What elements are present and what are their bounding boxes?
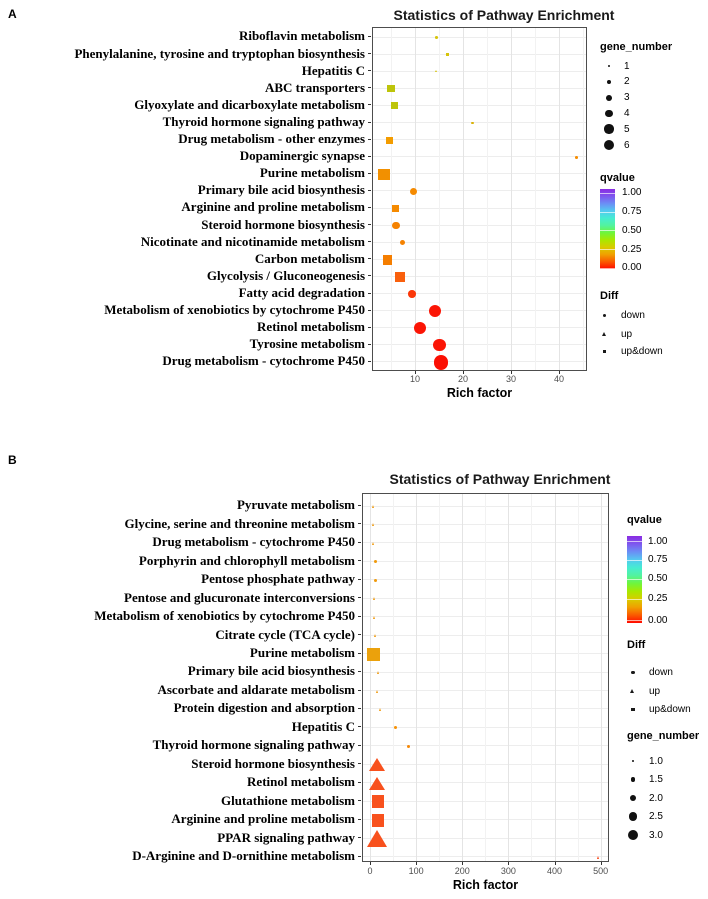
y-axis-tick: [368, 258, 371, 259]
colorbar-tick: [627, 541, 642, 542]
y-axis-category-label: Citrate cycle (TCA cycle): [215, 626, 355, 642]
x-axis-tick: [508, 862, 509, 865]
size-legend-dot: [607, 80, 611, 84]
gridline: [578, 494, 579, 861]
data-point: [367, 648, 380, 661]
y-axis-tick: [358, 763, 361, 764]
data-point: [373, 616, 375, 619]
gridline: [511, 28, 512, 370]
y-axis-category-label: Ascorbate and aldarate metabolism: [157, 681, 355, 697]
data-point: [392, 222, 400, 230]
data-point: [433, 339, 445, 351]
x-axis-tick: [462, 862, 463, 865]
qvalue-colorbar: [600, 189, 615, 269]
colorbar-tick: [600, 268, 615, 269]
y-axis-tick: [358, 745, 361, 746]
data-point: [386, 137, 393, 144]
x-axis-tick: [555, 862, 556, 865]
y-axis-tick: [368, 87, 371, 88]
data-point: [395, 272, 404, 281]
y-axis-category-label: Fatty acid degradation: [238, 285, 365, 300]
size-legend-dot: [608, 65, 610, 67]
y-axis-category-label: Dopaminergic synapse: [239, 148, 365, 164]
y-axis-category-label: Steroid hormone biosynthesis: [201, 216, 365, 232]
x-tick-label: 400: [547, 866, 563, 876]
data-point: [575, 156, 578, 159]
gridline: [373, 190, 586, 191]
gridline: [373, 54, 586, 55]
y-axis-tick: [358, 819, 361, 820]
data-point: [372, 505, 374, 508]
gridline: [373, 293, 586, 294]
legend-title-qvalue: qvalue: [627, 514, 662, 526]
qvalue-tick-label: 0.00: [622, 262, 642, 273]
x-axis-title: Rich factor: [452, 878, 519, 892]
data-point: [434, 355, 449, 370]
qvalue-tick-label: 0.75: [622, 206, 642, 217]
y-axis-category-label: D-Arginine and D-ornithine metabolism: [132, 847, 355, 863]
legend-title-gene-number: gene_number: [600, 41, 673, 53]
y-axis-tick: [368, 361, 371, 362]
gridline: [373, 88, 586, 89]
legend-item-label: 3: [624, 92, 630, 104]
y-axis-tick: [358, 837, 361, 838]
data-point: [435, 70, 437, 72]
y-axis-tick: [358, 856, 361, 857]
y-axis-category-label: Metabolism of xenobiotics by cytochrome P450: [104, 302, 365, 318]
legend-title-qvalue: qvalue: [600, 172, 635, 184]
gridline: [393, 494, 394, 861]
gridline: [373, 105, 586, 106]
colorbar-tick: [600, 249, 615, 250]
y-axis-tick: [368, 293, 371, 294]
gridline: [601, 494, 602, 861]
legend-item-label: up&down: [621, 346, 663, 357]
y-axis-category-label: Glycolysis / Gluconeogenesis: [206, 267, 365, 283]
legend-item-label: down: [621, 310, 645, 321]
data-point: [379, 708, 381, 711]
y-axis-tick: [358, 634, 361, 635]
plot-area: [362, 493, 609, 862]
colorbar-tick: [600, 230, 615, 231]
gridline: [373, 139, 586, 140]
y-axis-tick: [368, 156, 371, 157]
qvalue-tick-label: 1.00: [648, 535, 668, 547]
data-point: [471, 122, 474, 125]
y-axis-tick: [368, 122, 371, 123]
y-axis-tick: [358, 597, 361, 598]
size-legend-dot: [628, 830, 639, 841]
triangle-legend-icon: [602, 332, 606, 336]
data-point: [387, 85, 394, 92]
data-point: [392, 205, 399, 212]
legend-item-label: 3.0: [649, 829, 663, 841]
y-axis-tick: [358, 523, 361, 524]
y-axis-category-label: Porphyrin and chlorophyll metabolism: [138, 552, 355, 568]
y-axis-category-label: Thyroid hormone signaling pathway: [152, 737, 355, 753]
data-point: [369, 758, 385, 771]
gridline: [373, 310, 586, 311]
gridline: [531, 494, 532, 861]
y-axis-tick: [368, 104, 371, 105]
y-axis-category-label: Drug metabolism - cytochrome P450: [152, 534, 355, 550]
y-axis-category-label: Retinol metabolism: [247, 774, 355, 790]
gridline: [373, 344, 586, 345]
gridline: [373, 156, 586, 157]
legend-title-gene-number: gene_number: [627, 730, 700, 742]
legend-item-label: up: [649, 685, 661, 697]
y-axis-category-label: Hepatitis C: [291, 718, 355, 734]
x-tick-label: 20: [457, 374, 468, 384]
data-point: [378, 169, 390, 181]
y-axis-tick: [368, 275, 371, 276]
data-point: [373, 597, 375, 600]
y-axis-tick: [368, 310, 371, 311]
y-axis-category-label: Phenylalanine, tyrosine and tryptophan biosynthesis: [74, 45, 365, 61]
y-axis-tick: [358, 653, 361, 654]
y-axis-category-label: Arginine and proline metabolism: [181, 199, 365, 215]
y-axis-tick: [358, 560, 361, 561]
x-tick-label: 200: [454, 866, 470, 876]
gridline: [391, 28, 392, 370]
colorbar-tick: [627, 560, 642, 561]
gridline: [485, 494, 486, 861]
circle-legend-icon: [631, 671, 634, 674]
legend-item-label: 2.5: [649, 811, 663, 822]
data-point: [377, 671, 379, 674]
x-tick-label: 0: [367, 866, 373, 876]
x-tick-label: 30: [505, 374, 516, 384]
y-axis-category-label: Metabolism of xenobiotics by cytochrome P450: [94, 608, 355, 624]
legend-item-label: up&down: [649, 704, 691, 715]
legend-item-label: 1.0: [649, 755, 663, 767]
data-point: [414, 322, 426, 334]
y-axis-tick: [368, 224, 371, 225]
data-point: [376, 690, 378, 693]
legend-item-label: down: [649, 667, 673, 678]
y-axis-tick: [358, 542, 361, 543]
y-axis-category-label: Steroid hormone biosynthesis: [191, 755, 355, 771]
qvalue-tick-label: 0.50: [622, 224, 642, 236]
gridline: [415, 28, 416, 370]
colorbar-tick: [627, 599, 642, 600]
data-point: [410, 188, 418, 196]
size-legend-dot: [630, 795, 637, 802]
y-axis-category-label: Carbon metabolism: [254, 250, 365, 266]
square-legend-icon: [631, 708, 635, 712]
gridline: [535, 28, 536, 370]
y-axis-tick: [368, 190, 371, 191]
size-legend-dot: [632, 760, 634, 762]
data-point: [369, 777, 385, 790]
y-axis-category-label: Hepatitis C: [301, 62, 365, 78]
gridline: [373, 208, 586, 209]
y-axis-category-label: Arginine and proline metabolism: [171, 811, 355, 827]
y-axis-tick: [358, 616, 361, 617]
y-axis-category-label: ABC transporters: [264, 79, 365, 95]
gridline: [508, 494, 509, 861]
y-axis-tick: [368, 53, 371, 54]
gridline: [373, 327, 586, 328]
qvalue-tick-label: 0.25: [622, 243, 642, 255]
y-axis-tick: [358, 579, 361, 580]
y-axis-tick: [358, 690, 361, 691]
chart-title: Statistics of Pathway Enrichment: [393, 7, 615, 23]
x-tick-label: 10: [409, 374, 420, 384]
legend-item-label: 2.0: [649, 792, 663, 804]
legend-title-diff: Diff: [627, 639, 646, 651]
y-axis-category-label: Nicotinate and nicotinamide metabolism: [140, 233, 365, 249]
colorbar-tick: [627, 579, 642, 580]
size-legend-dot: [605, 110, 613, 118]
data-point: [400, 240, 405, 245]
gridline: [373, 259, 586, 260]
y-axis-tick: [358, 800, 361, 801]
gridline: [373, 122, 586, 123]
triangle-legend-icon: [630, 689, 634, 693]
colorbar-tick: [600, 212, 615, 213]
data-point: [374, 560, 377, 563]
data-point: [408, 290, 416, 298]
y-axis-tick: [368, 139, 371, 140]
gridline: [462, 494, 463, 861]
legend-item-label: 6: [624, 139, 630, 151]
y-axis-category-label: Pentose phosphate pathway: [201, 571, 355, 587]
qvalue-tick-label: 1.00: [622, 187, 642, 198]
gridline: [583, 28, 584, 370]
legend-item-label: 4: [624, 107, 630, 119]
data-point: [372, 542, 374, 545]
y-axis-category-label: PPAR signaling pathway: [217, 829, 355, 845]
gridline: [373, 225, 586, 226]
y-axis-category-label: Drug metabolism - cytochrome P450: [162, 353, 365, 369]
y-axis-tick: [368, 36, 371, 37]
data-point: [374, 634, 376, 637]
y-axis-tick: [368, 344, 371, 345]
square-legend-icon: [603, 350, 607, 354]
gridline: [487, 28, 488, 370]
data-point: [407, 745, 410, 748]
x-tick-label: 40: [553, 374, 564, 384]
data-point: [372, 795, 385, 808]
legend-item-label: up: [621, 328, 633, 340]
gridline: [439, 28, 440, 370]
y-axis-category-label: Drug metabolism - other enzymes: [178, 131, 365, 147]
y-axis-tick: [358, 782, 361, 783]
y-axis-tick: [368, 327, 371, 328]
gridline: [559, 28, 560, 370]
qvalue-tick-label: 0.00: [648, 614, 668, 626]
qvalue-tick-label: 0.75: [648, 554, 668, 565]
y-axis-category-label: Primary bile acid biosynthesis: [187, 663, 355, 679]
y-axis-tick: [368, 207, 371, 208]
y-axis-category-label: Pyruvate metabolism: [236, 497, 355, 513]
legend-item-label: 1: [624, 60, 630, 72]
y-axis-tick: [358, 726, 361, 727]
y-axis-category-label: Primary bile acid biosynthesis: [197, 182, 365, 198]
gridline: [373, 71, 586, 72]
size-legend-dot: [629, 812, 638, 821]
x-axis-tick: [370, 862, 371, 865]
y-axis-tick: [358, 708, 361, 709]
gridline: [555, 494, 556, 861]
y-axis-category-label: Retinol metabolism: [257, 319, 365, 335]
data-point: [391, 102, 398, 109]
x-tick-label: 100: [408, 866, 424, 876]
size-legend-dot: [606, 95, 612, 101]
size-legend-dot: [631, 777, 636, 782]
data-point: [394, 726, 397, 729]
colorbar-tick: [600, 193, 615, 194]
y-axis-category-label: Glutathione metabolism: [221, 792, 355, 808]
data-point: [435, 36, 438, 39]
y-axis-tick: [358, 505, 361, 506]
colorbar-tick: [627, 620, 642, 621]
data-point: [374, 579, 377, 582]
data-point: [383, 255, 392, 264]
x-tick-label: 500: [593, 866, 609, 876]
y-axis-category-label: Purine metabolism: [259, 165, 365, 181]
qvalue-tick-label: 0.25: [648, 593, 668, 604]
y-axis-category-label: Protein digestion and absorption: [173, 700, 355, 716]
panel-label: B: [8, 453, 17, 467]
gridline: [373, 37, 586, 38]
y-axis-tick: [368, 173, 371, 174]
data-point: [446, 53, 449, 56]
y-axis-category-label: Riboflavin metabolism: [238, 28, 365, 44]
x-axis-tick: [601, 862, 602, 865]
legend-item-label: 1.5: [649, 774, 663, 785]
x-axis-title: Rich factor: [446, 386, 513, 400]
y-axis-tick: [358, 671, 361, 672]
qvalue-colorbar: [627, 536, 642, 623]
size-legend-dot: [604, 124, 613, 133]
gridline: [416, 494, 417, 861]
plot-area: [372, 27, 587, 371]
y-axis-category-label: Glyoxylate and dicarboxylate metabolism: [134, 96, 365, 112]
data-point: [372, 523, 374, 526]
gridline: [373, 173, 586, 174]
data-point: [597, 856, 599, 859]
y-axis-category-label: Pentose and glucuronate interconversions: [124, 589, 355, 605]
y-axis-category-label: Tyrosine metabolism: [249, 336, 365, 352]
chart-title: Statistics of Pathway Enrichment: [389, 471, 611, 487]
gridline: [373, 276, 586, 277]
y-axis-category-label: Glycine, serine and threonine metabolism: [124, 515, 355, 531]
panel-label: A: [8, 7, 17, 21]
y-axis-category-label: Thyroid hormone signaling pathway: [162, 113, 365, 129]
legend-item-label: 5: [624, 123, 630, 135]
legend-item-label: 2: [624, 76, 630, 88]
y-axis-category-label: Purine metabolism: [249, 645, 355, 661]
gridline: [463, 28, 464, 370]
qvalue-tick-label: 0.50: [648, 573, 668, 584]
data-point: [372, 814, 385, 827]
size-legend-dot: [604, 140, 615, 151]
x-axis-tick: [416, 862, 417, 865]
data-point: [367, 830, 387, 847]
gridline: [373, 361, 586, 362]
gridline: [439, 494, 440, 861]
circle-legend-icon: [603, 314, 606, 317]
x-tick-label: 300: [500, 866, 516, 876]
y-axis-tick: [368, 241, 371, 242]
y-axis-tick: [368, 70, 371, 71]
legend-title-diff: Diff: [600, 290, 619, 302]
